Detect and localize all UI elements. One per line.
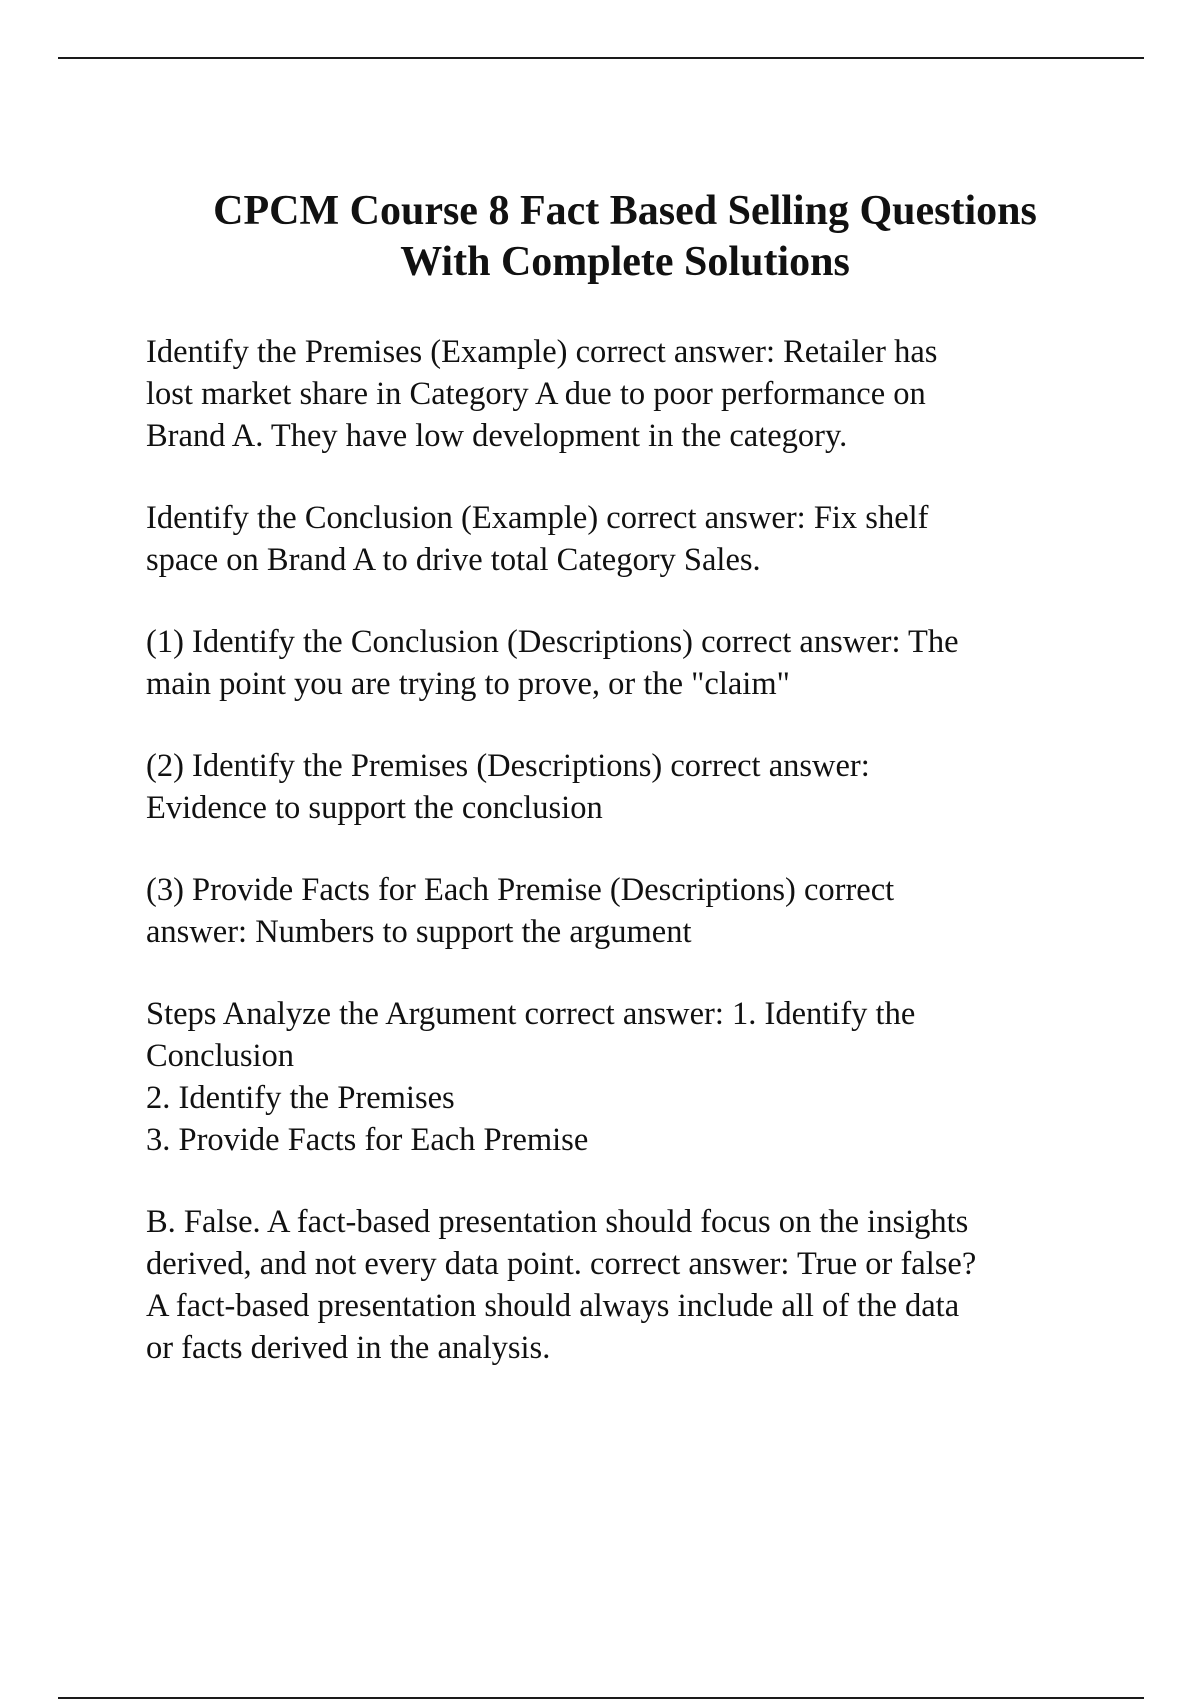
document-title — [100, 186, 1150, 288]
text-line: Conclusion — [146, 1038, 295, 1074]
bottom-rule — [58, 1697, 1144, 1699]
text-line: answer: Numbers to support the argument — [146, 914, 692, 950]
qa-facts-description — [146, 869, 1156, 953]
text-line: Brand A. They have low development in the category. — [146, 418, 848, 454]
text-line: Steps Analyze the Argument correct answer: 1. Identify the — [146, 996, 916, 1032]
qa-conclusion-description — [146, 621, 1156, 705]
text-line: Identify the Conclusion (Example) correct answer: Fix shelf — [146, 500, 929, 536]
text-line: lost market share in Category A due to poor performance on — [146, 376, 926, 412]
qa-premises-example — [146, 331, 1156, 457]
qa-conclusion-example — [146, 497, 1156, 581]
text-line: Evidence to support the conclusion — [146, 790, 603, 826]
text-line: B. False. A fact-based presentation should focus on the insights — [146, 1204, 969, 1240]
document-body — [146, 331, 1156, 1409]
text-line: A fact-based presentation should always include all of the data — [146, 1288, 960, 1324]
qa-steps-analyze — [146, 993, 1156, 1161]
title-line-2: With Complete Solutions — [400, 239, 850, 285]
text-line: main point you are trying to prove, or the "claim" — [146, 666, 790, 702]
text-line: (3) Provide Facts for Each Premise (Descriptions) correct — [146, 872, 895, 908]
qa-premises-description — [146, 745, 1156, 829]
text-line: space on Brand A to drive total Category Sales. — [146, 542, 761, 578]
text-line: (2) Identify the Premises (Descriptions) correct answer: — [146, 748, 870, 784]
text-line: (1) Identify the Conclusion (Descriptions) correct answer: The — [146, 624, 959, 660]
title-line-1: CPCM Course 8 Fact Based Selling Questions — [213, 188, 1037, 234]
text-line: derived, and not every data point. correct answer: True or false? — [146, 1246, 977, 1282]
text-line: 2. Identify the Premises — [146, 1080, 455, 1116]
qa-true-false — [146, 1201, 1156, 1369]
text-line: Identify the Premises (Example) correct answer: Retailer has — [146, 334, 938, 370]
text-line: 3. Provide Facts for Each Premise — [146, 1122, 589, 1158]
top-rule — [58, 57, 1144, 59]
text-line: or facts derived in the analysis. — [146, 1330, 551, 1366]
